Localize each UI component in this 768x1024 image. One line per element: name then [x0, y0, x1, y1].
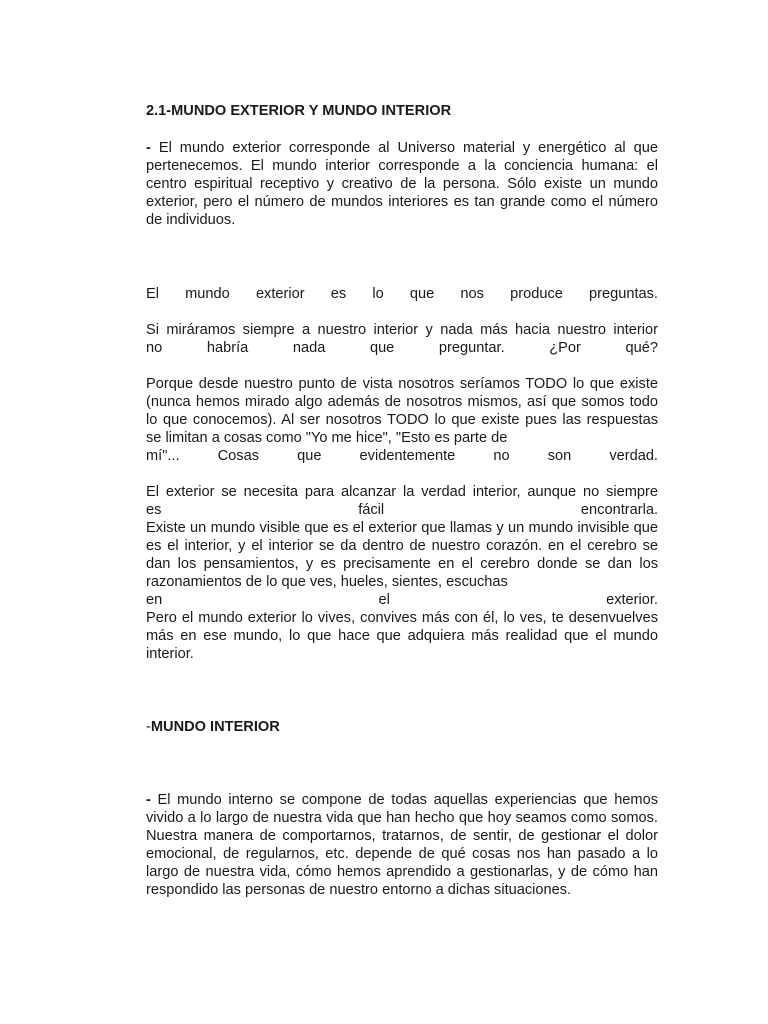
intro-dash: - — [146, 140, 151, 156]
pero-text: Pero el mundo exterior lo vives, convives más con él, lo ves, te desenvuelves más en ese mundo, lo que hace que adquiera más realidad que el mundo interior. — [146, 610, 658, 662]
interno-text: El mundo interno se compone de todas aquellas experiencias que hemos vivido a lo largo de nuestra vida que han hecho que hoy seamos como somos. Nuestra manera de comportarnos, tratarnos, de sentir, de gestionar el dolor emocional, de regularnos, etc. depende de qué cosas nos han pasado a lo largo de nuestra vida, cómo hemos aprendido a gestionarlas, y de cómo han respondido las personas de nuestro entorno a dichas situaciones. — [146, 792, 658, 898]
porque-text: Porque desde nuestro punto de vista nosotros seríamos TODO lo que existe (nunca hemos mirado algo además de nosotros mismos, así que somos todo lo que conocemos). Al ser nosotros TODO lo que existe pues las respuestas se limitan a cosas como "Yo me hice", "Esto es parte de — [146, 376, 658, 446]
paragraph-miraramos — [146, 321, 658, 357]
preguntas-line: El mundo exterior es lo que nos produce preguntas. — [146, 286, 658, 302]
existe-text: Existe un mundo visible que es el exterior que llamas y un mundo invisible que es el interior, y el interior se da dentro de nuestro corazón. en el cerebro se dan los pensamientos, y es precisamente en el cerebro donde se dan los razonamientos de lo que ves, hueles, sientes, escuchas — [146, 520, 658, 590]
title-text: MUNDO INTERIOR — [150, 719, 280, 735]
exterior-line-1: El exterior se necesita para alcanzar la verdad interior, aunque no siempre — [146, 484, 658, 500]
porque-last-line: mí"... Cosas que evidentemente no son verdad. — [146, 448, 658, 464]
title-dash: - — [146, 719, 151, 735]
interno-dash: - — [146, 792, 151, 808]
miraramos-line-1: Si miráramos siempre a nuestro interior y nada más hacia nuestro interior — [146, 322, 658, 338]
paragraph-intro — [146, 139, 658, 229]
exterior-line-2: es fácil encontrarla. — [146, 502, 658, 518]
section-title-mundo-interior — [146, 718, 280, 736]
intro-text: El mundo exterior corresponde al Universo material y energético al que pertenecemos. El mundo interior corresponde a la conciencia humana: el centro espiritual receptivo y creativo de la persona. Sólo existe un mundo exterior, pero el número de mundos interiores es tan grande como el número de individuos. — [146, 140, 658, 228]
existe-last-line: en el exterior. — [146, 592, 658, 608]
paragraph-preguntas — [146, 285, 658, 303]
paragraph-mundo-interno — [146, 791, 658, 899]
miraramos-line-2: no habría nada que preguntar. ¿Por qué? — [146, 340, 658, 356]
paragraph-exterior — [146, 483, 658, 663]
section-title-mundo-exterior: 2.1-MUNDO EXTERIOR Y MUNDO INTERIOR — [146, 103, 452, 119]
paragraph-porque — [146, 375, 658, 465]
